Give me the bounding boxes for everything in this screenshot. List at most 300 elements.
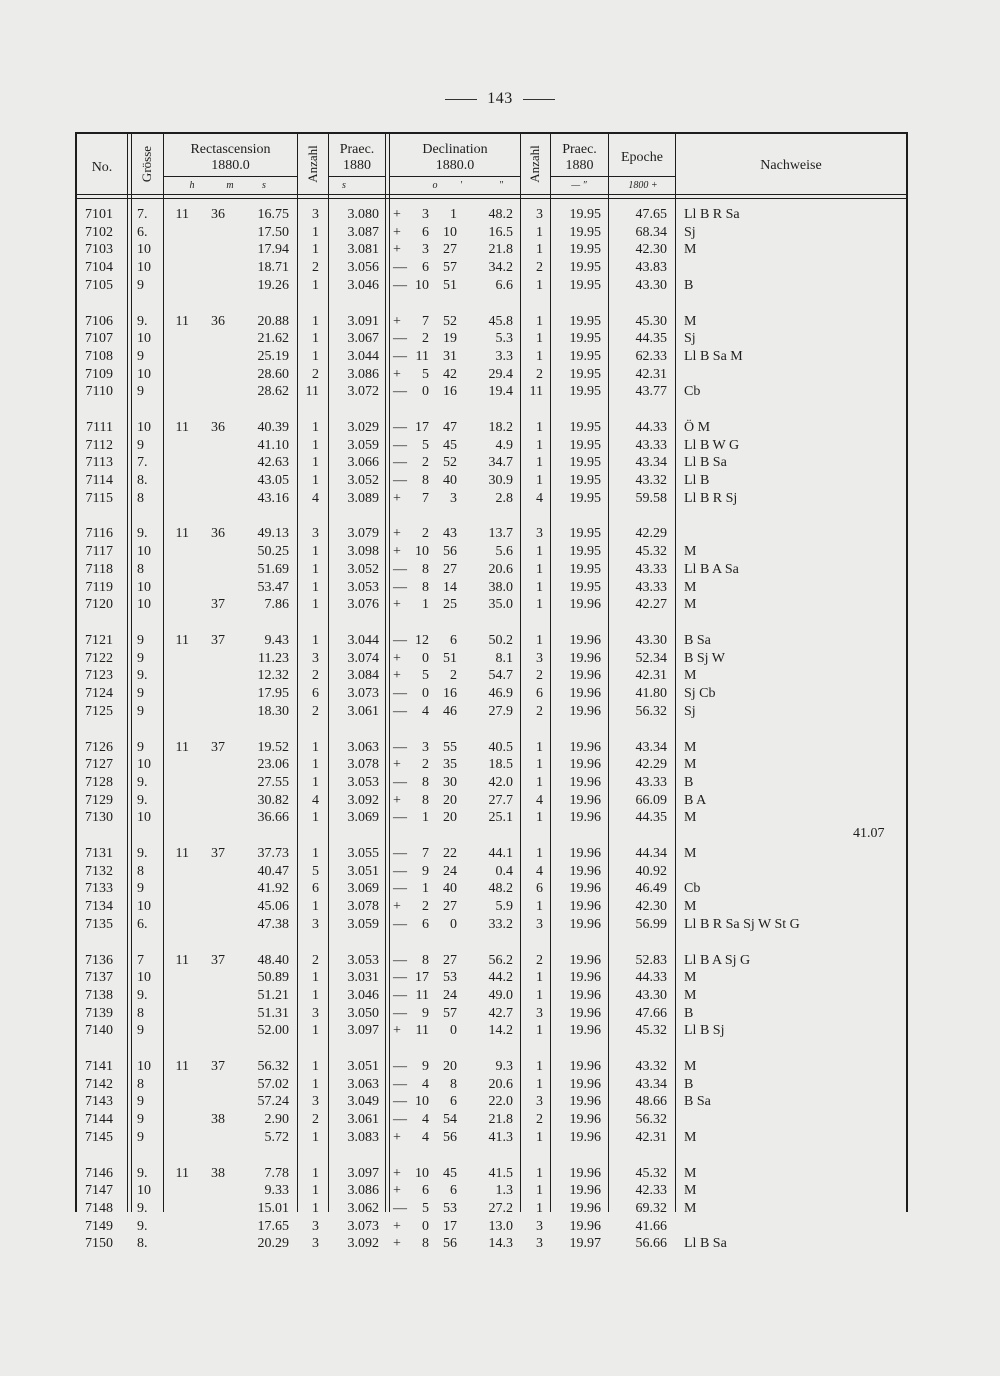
star-magnitude-cell: 10 bbox=[137, 899, 151, 914]
decl-sign-cell: + bbox=[393, 491, 401, 506]
star-magnitude-cell: 8 bbox=[137, 1077, 144, 1092]
praec1-unit: s bbox=[342, 180, 346, 191]
star-magnitude-cell: 9 bbox=[137, 1130, 144, 1145]
decl-arcmin-cell: 0 bbox=[450, 917, 457, 932]
table-row bbox=[75, 1218, 908, 1235]
table-row bbox=[75, 1129, 908, 1146]
star-number-cell: 7117 bbox=[85, 544, 113, 559]
praec-decl-cell: 19.95 bbox=[569, 225, 601, 240]
nachweise-cell: Cb bbox=[684, 881, 701, 896]
praec-ra-cell: 3.061 bbox=[347, 704, 379, 719]
star-magnitude-cell: 9. bbox=[137, 1201, 148, 1216]
decl-degrees-cell: 0 bbox=[422, 651, 429, 666]
praec-decl-cell: 19.95 bbox=[569, 438, 601, 453]
anzahl-ra-cell: 1 bbox=[312, 757, 319, 772]
nachweise-cell: M bbox=[684, 970, 697, 985]
anzahl-ra-cell: 1 bbox=[312, 438, 319, 453]
praec-ra-cell: 3.074 bbox=[347, 651, 379, 666]
decl-sign-cell: — bbox=[393, 810, 407, 825]
epoche-cell: 69.32 bbox=[635, 1201, 667, 1216]
praec-ra-cell: 3.078 bbox=[347, 757, 379, 772]
praec-decl-cell: 19.96 bbox=[569, 1077, 601, 1092]
praec-decl-cell: 19.96 bbox=[569, 917, 601, 932]
ra-hours-cell: 11 bbox=[175, 846, 189, 861]
ra-seconds-cell: 12.32 bbox=[257, 668, 289, 683]
anzahl-ra-cell: 1 bbox=[312, 1059, 319, 1074]
star-magnitude-cell: 8. bbox=[137, 1236, 148, 1251]
table-row bbox=[75, 756, 908, 773]
anzahl-decl-cell: 1 bbox=[536, 597, 543, 612]
nachweise-cell: Ll B Sj bbox=[684, 1023, 725, 1038]
anzahl-ra-cell: 1 bbox=[312, 1166, 319, 1181]
nachweise-cell: Ll B R Sa bbox=[684, 207, 740, 222]
table-row bbox=[75, 437, 908, 454]
star-magnitude-cell: 9. bbox=[137, 793, 148, 808]
praec-decl-cell: 19.96 bbox=[569, 1166, 601, 1181]
praec-decl-cell: 19.96 bbox=[569, 1059, 601, 1074]
ra-seconds-cell: 57.24 bbox=[257, 1094, 289, 1109]
anzahl-decl-cell: 3 bbox=[536, 651, 543, 666]
table-row bbox=[75, 880, 908, 897]
header-rule-1 bbox=[75, 194, 908, 195]
anzahl-decl-cell: 2 bbox=[536, 704, 543, 719]
decl-arcmin-cell: 54 bbox=[443, 1112, 457, 1127]
table-row bbox=[75, 348, 908, 365]
praec-ra-cell: 3.050 bbox=[347, 1006, 379, 1021]
decl-arcmin-cell: 55 bbox=[443, 740, 457, 755]
decl-degrees-cell: 7 bbox=[422, 314, 429, 329]
star-magnitude-cell: 10 bbox=[137, 970, 151, 985]
ra-seconds-cell: 27.55 bbox=[257, 775, 289, 790]
page-number bbox=[0, 90, 1000, 108]
decl-sign-cell: + bbox=[393, 367, 401, 382]
nachweise-cell: B Sa bbox=[684, 1094, 711, 1109]
page-number-dash-left bbox=[445, 99, 477, 100]
anzahl-ra-cell: 2 bbox=[312, 953, 319, 968]
decl-degrees-cell: 7 bbox=[422, 846, 429, 861]
anzahl-decl-cell: 2 bbox=[536, 953, 543, 968]
decl-degrees-cell: 0 bbox=[422, 686, 429, 701]
star-number-cell: 7110 bbox=[85, 384, 113, 399]
decl-arcsec-cell: 50.2 bbox=[488, 633, 513, 648]
decl-sign-cell: — bbox=[393, 1112, 407, 1127]
epoche-cell: 66.09 bbox=[635, 793, 667, 808]
epoche-cell: 45.30 bbox=[635, 314, 667, 329]
header-praec1-year: 1880 bbox=[343, 158, 371, 173]
anzahl-ra-cell: 1 bbox=[312, 1077, 319, 1092]
ra-seconds-cell: 40.39 bbox=[257, 420, 289, 435]
epoche-cell: 56.66 bbox=[635, 1236, 667, 1251]
star-magnitude-cell: 9 bbox=[137, 704, 144, 719]
nachweise-cell: M bbox=[684, 740, 697, 755]
ra-seconds-cell: 41.92 bbox=[257, 881, 289, 896]
decl-degrees-cell: 11 bbox=[415, 988, 429, 1003]
anzahl-ra-cell: 3 bbox=[312, 1006, 319, 1021]
nachweise-cell: M bbox=[684, 544, 697, 559]
nachweise-cell: M bbox=[684, 757, 697, 772]
decl-degrees-cell: 8 bbox=[422, 793, 429, 808]
anzahl-decl-cell: 1 bbox=[536, 970, 543, 985]
ra-seconds-cell: 49.13 bbox=[257, 526, 289, 541]
anzahl-decl-cell: 1 bbox=[536, 1130, 543, 1145]
table-row bbox=[75, 454, 908, 471]
anzahl-ra-cell: 6 bbox=[312, 881, 319, 896]
ra-minutes-cell: 36 bbox=[211, 207, 225, 222]
star-magnitude-cell: 10 bbox=[137, 260, 151, 275]
decl-sign-cell: + bbox=[393, 1130, 401, 1145]
decl-arcmin-cell: 1 bbox=[450, 207, 457, 222]
ra-hours-cell: 11 bbox=[175, 633, 189, 648]
star-magnitude-cell: 7. bbox=[137, 207, 148, 222]
star-magnitude-cell: 8 bbox=[137, 1006, 144, 1021]
decl-arcsec-cell: 54.7 bbox=[488, 668, 513, 683]
anzahl-ra-cell: 1 bbox=[312, 349, 319, 364]
anzahl-ra-cell: 3 bbox=[312, 1094, 319, 1109]
decl-degrees-cell: 8 bbox=[422, 953, 429, 968]
anzahl-decl-cell: 3 bbox=[536, 526, 543, 541]
epoche-cell: 42.31 bbox=[635, 1130, 667, 1145]
star-number-cell: 7121 bbox=[85, 633, 113, 648]
epoche-cell: 47.66 bbox=[635, 1006, 667, 1021]
praec-decl-cell: 19.95 bbox=[569, 384, 601, 399]
nachweise-cell: M bbox=[684, 668, 697, 683]
decl-sign-cell: — bbox=[393, 473, 407, 488]
anzahl-decl-cell: 6 bbox=[536, 686, 543, 701]
epoche-cell: 44.35 bbox=[635, 331, 667, 346]
epoche-cell: 56.32 bbox=[635, 704, 667, 719]
praec-ra-cell: 3.049 bbox=[347, 1094, 379, 1109]
star-number-cell: 7105 bbox=[85, 278, 113, 293]
anzahl-decl-cell: 3 bbox=[536, 1236, 543, 1251]
decl-degrees-cell: 0 bbox=[422, 384, 429, 399]
decl-sign-cell: — bbox=[393, 1059, 407, 1074]
star-number-cell: 7133 bbox=[85, 881, 113, 896]
decl-arcmin-cell: 24 bbox=[443, 864, 457, 879]
star-magnitude-cell: 9. bbox=[137, 775, 148, 790]
epoche-cell: 43.34 bbox=[635, 1077, 667, 1092]
decl-sign-cell: — bbox=[393, 420, 407, 435]
ra-unit-m: m bbox=[226, 180, 234, 191]
star-number-cell: 7129 bbox=[85, 793, 113, 808]
anzahl-ra-cell: 1 bbox=[312, 1130, 319, 1145]
epoche-cell: 56.99 bbox=[635, 917, 667, 932]
header-decl-title: Declination bbox=[422, 142, 488, 157]
epoche-cell: 46.49 bbox=[635, 881, 667, 896]
praec-ra-cell: 3.066 bbox=[347, 455, 379, 470]
nachweise-cell: Ll B bbox=[684, 473, 710, 488]
header-anzahl2: Anzahl bbox=[527, 145, 542, 183]
anzahl-ra-cell: 3 bbox=[312, 1219, 319, 1234]
star-number-cell: 7109 bbox=[85, 367, 113, 382]
ra-seconds-cell: 47.38 bbox=[257, 917, 289, 932]
praec-decl-cell: 19.95 bbox=[569, 526, 601, 541]
star-magnitude-cell: 8 bbox=[137, 491, 144, 506]
header-epoche: Epoche bbox=[621, 150, 663, 165]
decl-sign-cell: — bbox=[393, 1077, 407, 1092]
ra-seconds-cell: 5.72 bbox=[264, 1130, 289, 1145]
decl-sign-cell: + bbox=[393, 668, 401, 683]
star-number-cell: 7126 bbox=[85, 740, 113, 755]
decl-degrees-cell: 3 bbox=[422, 242, 429, 257]
decl-sign-cell: + bbox=[393, 757, 401, 772]
star-number-cell: 7140 bbox=[85, 1023, 113, 1038]
nachweise-cell: Sj bbox=[684, 704, 696, 719]
epoche-cell: 42.30 bbox=[635, 242, 667, 257]
decl-arcsec-cell: 44.2 bbox=[488, 970, 513, 985]
decl-degrees-cell: 8 bbox=[422, 775, 429, 790]
praec-decl-cell: 19.96 bbox=[569, 810, 601, 825]
epoche-cell: 43.30 bbox=[635, 633, 667, 648]
decl-arcsec-cell: 14.3 bbox=[488, 1236, 513, 1251]
praec-decl-cell: 19.96 bbox=[569, 1201, 601, 1216]
star-number-cell: 7145 bbox=[85, 1130, 113, 1145]
decl-degrees-cell: 1 bbox=[422, 810, 429, 825]
ra-minutes-cell: 36 bbox=[211, 314, 225, 329]
ra-seconds-cell: 21.62 bbox=[257, 331, 289, 346]
star-number-cell: 7141 bbox=[85, 1059, 113, 1074]
star-number-cell: 7108 bbox=[85, 349, 113, 364]
table-row bbox=[75, 792, 908, 809]
table-row bbox=[75, 952, 908, 969]
praec-decl-cell: 19.95 bbox=[569, 367, 601, 382]
praec-ra-cell: 3.092 bbox=[347, 793, 379, 808]
star-magnitude-cell: 6. bbox=[137, 917, 148, 932]
star-magnitude-cell: 7. bbox=[137, 455, 148, 470]
epoche-cell: 43.34 bbox=[635, 455, 667, 470]
praec-ra-cell: 3.097 bbox=[347, 1166, 379, 1181]
anzahl-decl-cell: 1 bbox=[536, 278, 543, 293]
praec-ra-cell: 3.086 bbox=[347, 367, 379, 382]
praec-decl-cell: 19.96 bbox=[569, 864, 601, 879]
star-number-cell: 7146 bbox=[85, 1166, 113, 1181]
table-row bbox=[75, 241, 908, 258]
decl-degrees-cell: 6 bbox=[422, 225, 429, 240]
epoche-cell: 41.66 bbox=[635, 1219, 667, 1234]
ra-seconds-cell: 53.47 bbox=[257, 580, 289, 595]
decl-arcsec-cell: 35.0 bbox=[488, 597, 513, 612]
decl-arcsec-cell: 34.7 bbox=[488, 455, 513, 470]
decl-sign-cell: + bbox=[393, 225, 401, 240]
anzahl-decl-cell: 1 bbox=[536, 225, 543, 240]
nachweise-cell: M bbox=[684, 580, 697, 595]
epoche-cell: 52.34 bbox=[635, 651, 667, 666]
star-number-cell: 7149 bbox=[85, 1219, 113, 1234]
anzahl-decl-cell: 1 bbox=[536, 1059, 543, 1074]
decl-arcsec-cell: 18.5 bbox=[488, 757, 513, 772]
table-top-rule bbox=[75, 132, 908, 134]
epoche-unit: 1800 + bbox=[628, 180, 658, 191]
anzahl-ra-cell: 1 bbox=[312, 473, 319, 488]
decl-arcsec-cell: 41.5 bbox=[488, 1166, 513, 1181]
table-row bbox=[75, 898, 908, 915]
praec-decl-cell: 19.95 bbox=[569, 544, 601, 559]
epoche-cell: 47.65 bbox=[635, 207, 667, 222]
anzahl-decl-cell: 1 bbox=[536, 740, 543, 755]
decl-degrees-cell: 5 bbox=[422, 1201, 429, 1216]
nachweise-cell: B bbox=[684, 775, 694, 790]
anzahl-decl-cell: 1 bbox=[536, 242, 543, 257]
ra-seconds-cell: 16.75 bbox=[257, 207, 289, 222]
anzahl-decl-cell: 1 bbox=[536, 633, 543, 648]
praec-decl-cell: 19.95 bbox=[569, 242, 601, 257]
praec-decl-cell: 19.96 bbox=[569, 651, 601, 666]
nachweise-cell: M bbox=[684, 1130, 697, 1145]
praec-ra-cell: 3.080 bbox=[347, 207, 379, 222]
epoche-cell: 45.32 bbox=[635, 1166, 667, 1181]
table-row bbox=[75, 739, 908, 756]
anzahl-ra-cell: 1 bbox=[312, 1183, 319, 1198]
epoche-cell: 42.27 bbox=[635, 597, 667, 612]
epoche-cell: 43.32 bbox=[635, 473, 667, 488]
praec-ra-cell: 3.059 bbox=[347, 438, 379, 453]
ra-seconds-cell: 15.01 bbox=[257, 1201, 289, 1216]
praec-decl-cell: 19.96 bbox=[569, 704, 601, 719]
epoche-cell: 43.83 bbox=[635, 260, 667, 275]
table-row bbox=[75, 472, 908, 489]
anzahl-ra-cell: 1 bbox=[312, 544, 319, 559]
anzahl-decl-cell: 3 bbox=[536, 917, 543, 932]
anzahl-decl-cell: 1 bbox=[536, 580, 543, 595]
decl-arcmin-cell: 57 bbox=[443, 260, 457, 275]
anzahl-decl-cell: 4 bbox=[536, 864, 543, 879]
anzahl-ra-cell: 1 bbox=[312, 455, 319, 470]
decl-degrees-cell: 8 bbox=[422, 473, 429, 488]
star-magnitude-cell: 9 bbox=[137, 349, 144, 364]
ra-seconds-cell: 18.71 bbox=[257, 260, 289, 275]
praec-ra-cell: 3.031 bbox=[347, 970, 379, 985]
anzahl-ra-cell: 3 bbox=[312, 526, 319, 541]
anzahl-ra-cell: 1 bbox=[312, 314, 319, 329]
ra-seconds-cell: 42.63 bbox=[257, 455, 289, 470]
table-row bbox=[75, 916, 908, 933]
anzahl-ra-cell: 1 bbox=[312, 242, 319, 257]
ra-seconds-cell: 45.06 bbox=[257, 899, 289, 914]
anzahl-decl-cell: 1 bbox=[536, 1077, 543, 1092]
anzahl-decl-cell: 11 bbox=[529, 384, 543, 399]
decl-arcsec-cell: 13.7 bbox=[488, 526, 513, 541]
anzahl-ra-cell: 2 bbox=[312, 367, 319, 382]
decl-degrees-cell: 8 bbox=[422, 562, 429, 577]
decl-degrees-cell: 7 bbox=[422, 491, 429, 506]
star-magnitude-cell: 9. bbox=[137, 1219, 148, 1234]
star-magnitude-cell: 9 bbox=[137, 1023, 144, 1038]
decl-degrees-cell: 2 bbox=[422, 899, 429, 914]
star-magnitude-cell: 10 bbox=[137, 331, 151, 346]
decl-arcmin-cell: 25 bbox=[443, 597, 457, 612]
epoche-cell: 43.30 bbox=[635, 988, 667, 1003]
nachweise-cell: M bbox=[684, 597, 697, 612]
praec-decl-cell: 19.95 bbox=[569, 473, 601, 488]
decl-arcsec-cell: 21.8 bbox=[488, 1112, 513, 1127]
ra-seconds-cell: 51.69 bbox=[257, 562, 289, 577]
praec-ra-cell: 3.044 bbox=[347, 633, 379, 648]
decl-sign-cell: — bbox=[393, 970, 407, 985]
decl-arcsec-cell: 9.3 bbox=[495, 1059, 513, 1074]
star-number-cell: 7104 bbox=[85, 260, 113, 275]
margin-note: 41.07 bbox=[853, 826, 885, 841]
epoche-cell: 44.35 bbox=[635, 810, 667, 825]
praec-ra-cell: 3.069 bbox=[347, 881, 379, 896]
anzahl-decl-cell: 1 bbox=[536, 1201, 543, 1216]
decl-arcmin-cell: 20 bbox=[443, 793, 457, 808]
nachweise-cell: M bbox=[684, 1201, 697, 1216]
anzahl-ra-cell: 11 bbox=[305, 384, 319, 399]
anzahl-decl-cell: 1 bbox=[536, 331, 543, 346]
anzahl-decl-cell: 3 bbox=[536, 207, 543, 222]
anzahl-ra-cell: 3 bbox=[312, 1236, 319, 1251]
decl-arcsec-cell: 27.7 bbox=[488, 793, 513, 808]
star-number-cell: 7142 bbox=[85, 1077, 113, 1092]
decl-degrees-cell: 2 bbox=[422, 331, 429, 346]
decl-arcsec-cell: 29.4 bbox=[488, 367, 513, 382]
praec-ra-cell: 3.062 bbox=[347, 1201, 379, 1216]
anzahl-ra-cell: 1 bbox=[312, 225, 319, 240]
star-magnitude-cell: 10 bbox=[137, 757, 151, 772]
praec-decl-cell: 19.96 bbox=[569, 793, 601, 808]
anzahl-ra-cell: 1 bbox=[312, 810, 319, 825]
star-number-cell: 7127 bbox=[85, 757, 113, 772]
decl-sign-cell: + bbox=[393, 793, 401, 808]
epoche-cell: 52.83 bbox=[635, 953, 667, 968]
decl-degrees-cell: 9 bbox=[422, 1006, 429, 1021]
anzahl-decl-cell: 1 bbox=[536, 562, 543, 577]
ra-seconds-cell: 36.66 bbox=[257, 810, 289, 825]
decl-arcmin-cell: 35 bbox=[443, 757, 457, 772]
nachweise-cell: Ll B R Sj bbox=[684, 491, 738, 506]
decl-arcmin-cell: 24 bbox=[443, 988, 457, 1003]
epoche-cell: 40.92 bbox=[635, 864, 667, 879]
praec-decl-cell: 19.96 bbox=[569, 988, 601, 1003]
nachweise-cell: M bbox=[684, 314, 697, 329]
ra-seconds-cell: 11.23 bbox=[258, 651, 289, 666]
nachweise-cell: Ll B Sa bbox=[684, 455, 727, 470]
decl-arcsec-cell: 42.7 bbox=[488, 1006, 513, 1021]
praec-ra-cell: 3.052 bbox=[347, 473, 379, 488]
decl-sign-cell: — bbox=[393, 953, 407, 968]
star-number-cell: 7111 bbox=[86, 420, 113, 435]
praec-decl-cell: 19.96 bbox=[569, 846, 601, 861]
decl-degrees-cell: 8 bbox=[422, 1236, 429, 1251]
ra-seconds-cell: 20.29 bbox=[257, 1236, 289, 1251]
ra-seconds-cell: 17.65 bbox=[257, 1219, 289, 1234]
nachweise-cell: Sj bbox=[684, 331, 696, 346]
table-row bbox=[75, 685, 908, 702]
star-number-cell: 7123 bbox=[85, 668, 113, 683]
star-number-cell: 7150 bbox=[85, 1236, 113, 1251]
decl-sign-cell: — bbox=[393, 1006, 407, 1021]
decl-arcmin-cell: 8 bbox=[450, 1077, 457, 1092]
star-magnitude-cell: 8. bbox=[137, 473, 148, 488]
ra-hours-cell: 11 bbox=[175, 420, 189, 435]
ra-seconds-cell: 50.25 bbox=[257, 544, 289, 559]
star-number-cell: 7103 bbox=[85, 242, 113, 257]
decl-degrees-cell: 3 bbox=[422, 207, 429, 222]
epoche-cell: 43.33 bbox=[635, 775, 667, 790]
praec-decl-cell: 19.95 bbox=[569, 562, 601, 577]
nachweise-cell: Ll B Sa bbox=[684, 1236, 727, 1251]
decl-arcmin-cell: 10 bbox=[443, 225, 457, 240]
decl-arcsec-cell: 2.8 bbox=[495, 491, 513, 506]
decl-arcsec-cell: 5.3 bbox=[495, 331, 513, 346]
decl-arcmin-cell: 27 bbox=[443, 242, 457, 257]
praec-ra-cell: 3.076 bbox=[347, 597, 379, 612]
table-row bbox=[75, 809, 908, 826]
star-number-cell: 7120 bbox=[85, 597, 113, 612]
ra-minutes-cell: 37 bbox=[211, 846, 225, 861]
ra-seconds-cell: 25.19 bbox=[257, 349, 289, 364]
decl-arcmin-cell: 56 bbox=[443, 544, 457, 559]
epoche-cell: 42.30 bbox=[635, 899, 667, 914]
